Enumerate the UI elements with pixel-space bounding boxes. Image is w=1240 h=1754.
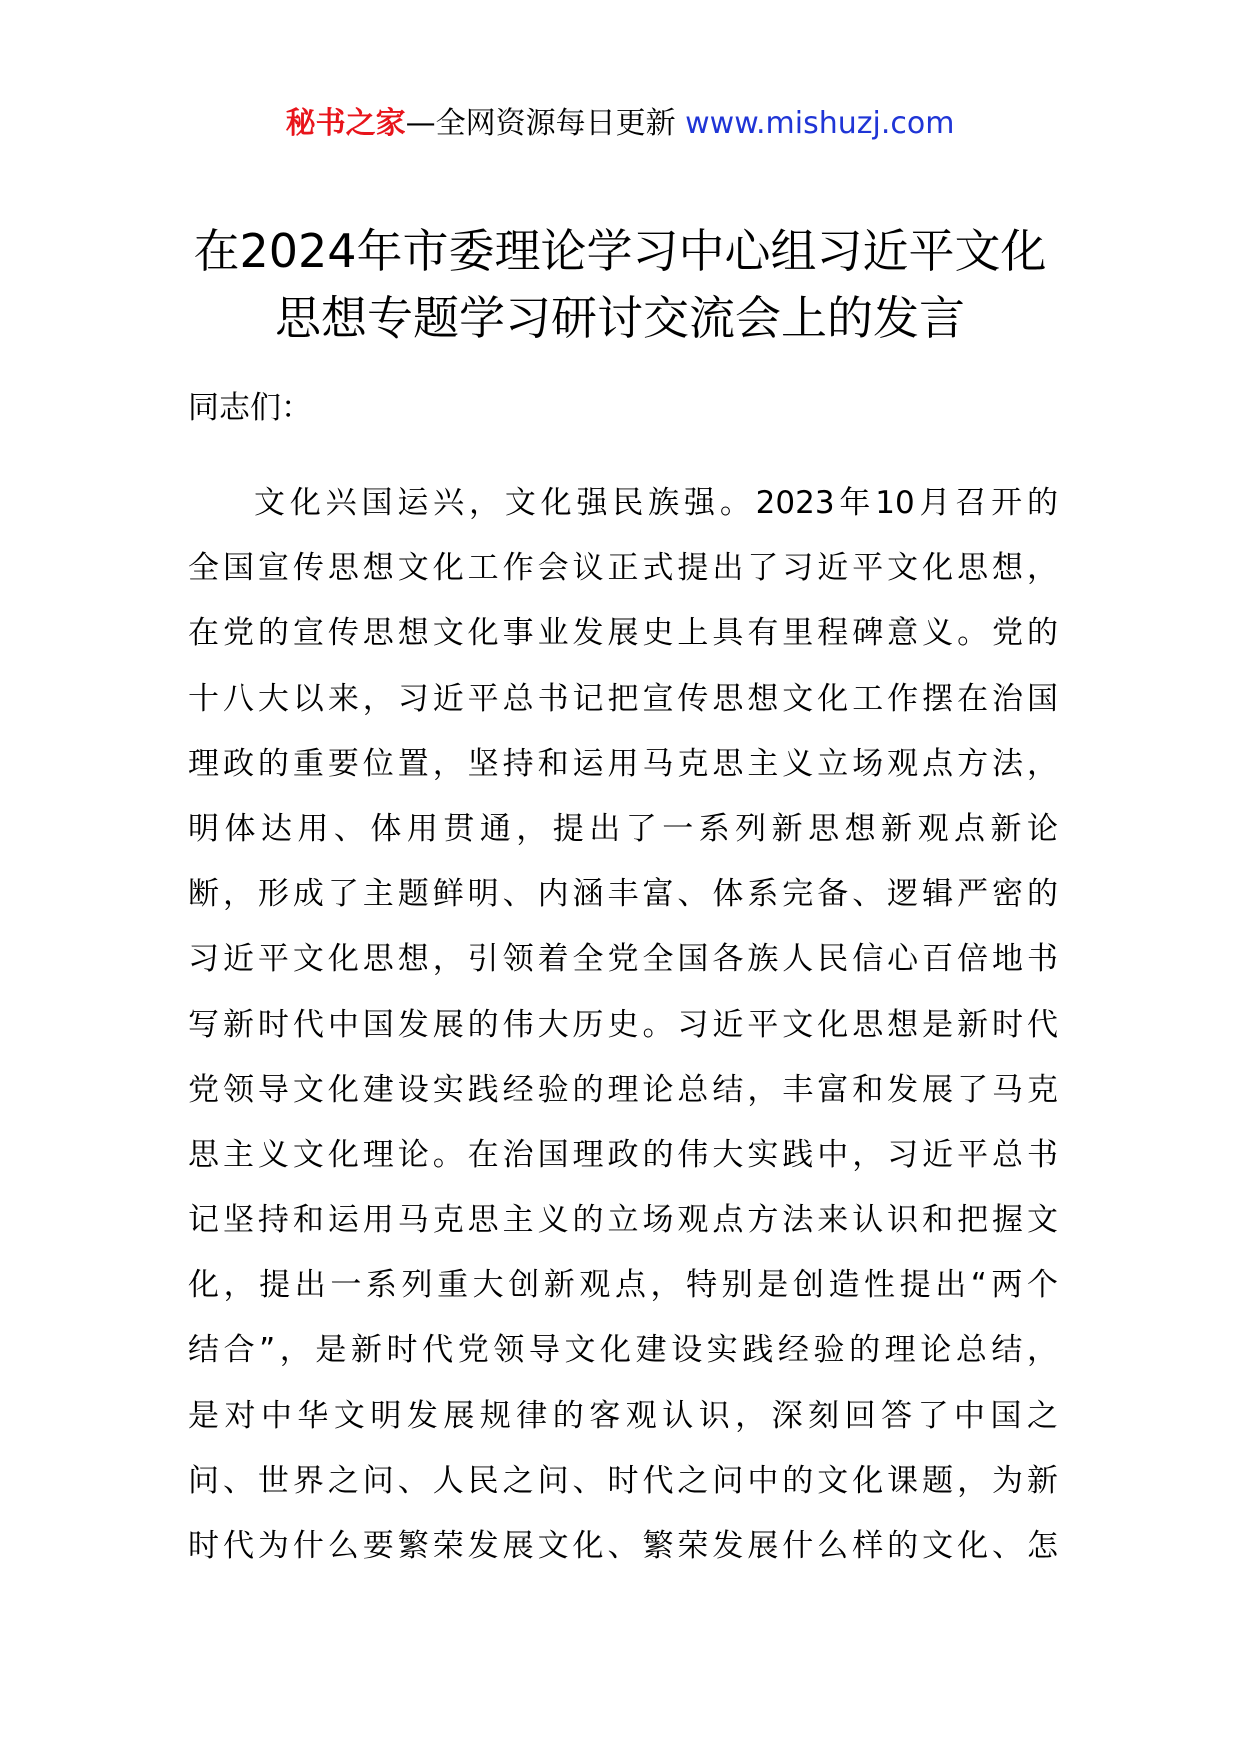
title-line: 在2024年市委理论学习中心组习近平文化 bbox=[193, 224, 1047, 278]
document-body bbox=[188, 471, 1058, 1579]
body-line: 时代为什么要繁荣发展文化、繁荣发展什么样的文化、怎 bbox=[188, 1528, 1058, 1564]
site-brand: 秘书之家 bbox=[285, 106, 406, 141]
body-line: 十八大以来，习近平总书记把宣传思想文化工作摆在治国 bbox=[188, 680, 1058, 717]
body-line: 记坚持和运用马克思主义的立场观点方法来认识和把握文 bbox=[188, 1202, 1058, 1239]
body-line: 断，形成了主题鲜明、内涵丰富、体系完备、逻辑严密的 bbox=[188, 876, 1058, 913]
body-line: 化，提出一系列重大创新观点，特别是创造性提出“两个 bbox=[188, 1267, 1058, 1304]
body-line: 思主义文化理论。在治国理政的伟大实践中，习近平总书 bbox=[188, 1136, 1058, 1173]
body-line: 全国宣传思想文化工作会议正式提出了习近平文化思想， bbox=[188, 550, 1058, 587]
body-line: 习近平文化思想，引领着全党全国各族人民信心百倍地书 bbox=[188, 941, 1058, 978]
body-line: 是对中华文明发展规律的客观认识，深刻回答了中国之 bbox=[188, 1397, 1058, 1434]
body-line: 问、世界之问、人民之问、时代之问中的文化课题，为新 bbox=[188, 1462, 1058, 1499]
body-line: 写新时代中国发展的伟大历史。习近平文化思想是新时代 bbox=[188, 1006, 1058, 1043]
body-line: 党领导文化建设实践经验的理论总结，丰富和发展了马克 bbox=[188, 1071, 1058, 1108]
site-tagline: —全网资源每日更新 bbox=[405, 106, 676, 141]
body-line: 在党的宣传思想文化事业发展史上具有里程碑意义。党的 bbox=[188, 615, 1058, 652]
site-url-link[interactable]: www.mishuzj.com bbox=[685, 106, 955, 141]
title-line: 思想专题学习研讨交流会上的发言 bbox=[275, 291, 965, 345]
salutation: 同志们： bbox=[188, 390, 312, 426]
body-line: 文化兴国运兴，文化强民族强。2023年10月召开的 bbox=[254, 485, 1058, 521]
body-line: 结合”，是新时代党领导文化建设实践经验的理论总结， bbox=[188, 1332, 1058, 1369]
site-header bbox=[0, 104, 1240, 144]
body-line: 理政的重要位置，坚持和运用马克思主义立场观点方法， bbox=[188, 745, 1058, 782]
body-line: 明体达用、体用贯通，提出了一系列新思想新观点新论 bbox=[188, 810, 1058, 847]
document-title bbox=[150, 218, 1090, 352]
